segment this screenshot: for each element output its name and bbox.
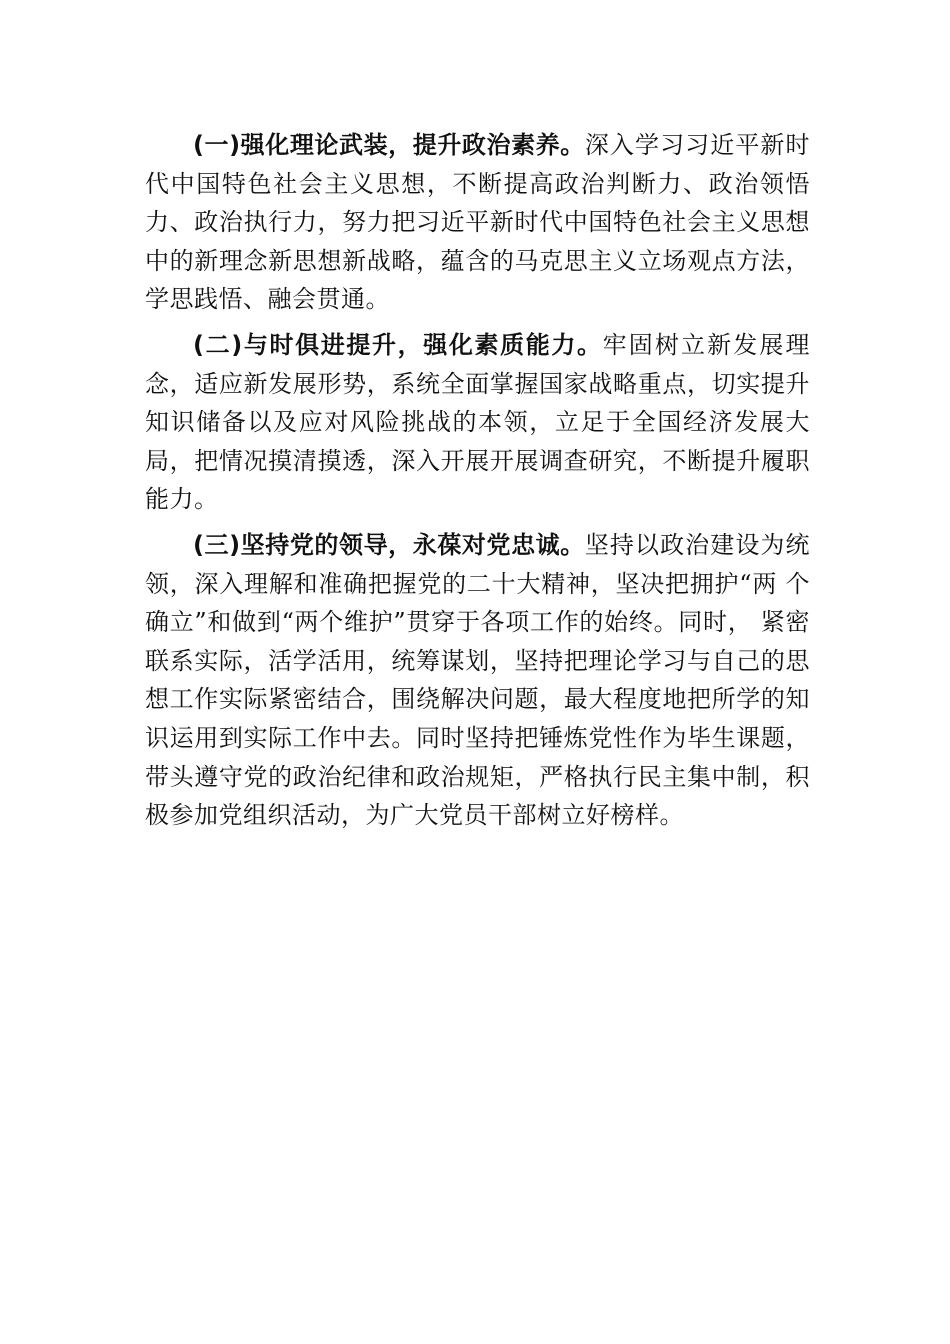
paragraph-3-body: 坚持以政治建设为统领，深入理解和准确把握党的二十大精神，坚决把拥护“两 个确立”和做到“两个维护”贯穿于各项工作的始终。同时， 紧密联系实际，活学活用，统筹谋划，坚持把理论学习与自己的思想工作实际紧密结合，围绕解决问题，最大程度地把所学的知识运用到实际工作中去。同时坚持把锤炼党性作为毕生课题，带头遵守党的政治纪律和政治规矩，严格执行民主集中制，积极参加党组织活动，为广大党员干部树立好榜样。: [145, 530, 811, 830]
paragraph-3: [145, 526, 810, 835]
paragraph-1: [145, 126, 810, 319]
paragraph-2-body: 牢固树立新发展理念，适应新发展形势，系统全面掌握国家战略重点，切实提升知识储备以及应对风险挑战的本领，立足于全国经济发展大局，把情况摸清摸透，深入开展开展调查研究，不断提升履职能力。: [145, 330, 811, 514]
paragraph-2: [145, 326, 810, 519]
paragraph-1-body: 深入学习习近平新时代中国特色社会主义思想，不断提高政治判断力、政治领悟力、政治执行力，努力把习近平新时代中国特色社会主义思想中的新理念新思想新战略，蕴含的马克思主义立场观点方法，学思践悟、融会贯通。: [145, 131, 811, 314]
paragraph-2-heading: (二)与时俱进提升，强化素质能力。: [193, 330, 603, 359]
document-body: [145, 126, 810, 842]
paragraph-3-heading: (三)坚持党的领导，永葆对党忠诚。: [193, 530, 585, 559]
paragraph-1-heading: (一)强化理论武装，提升政治素养。: [193, 131, 585, 159]
